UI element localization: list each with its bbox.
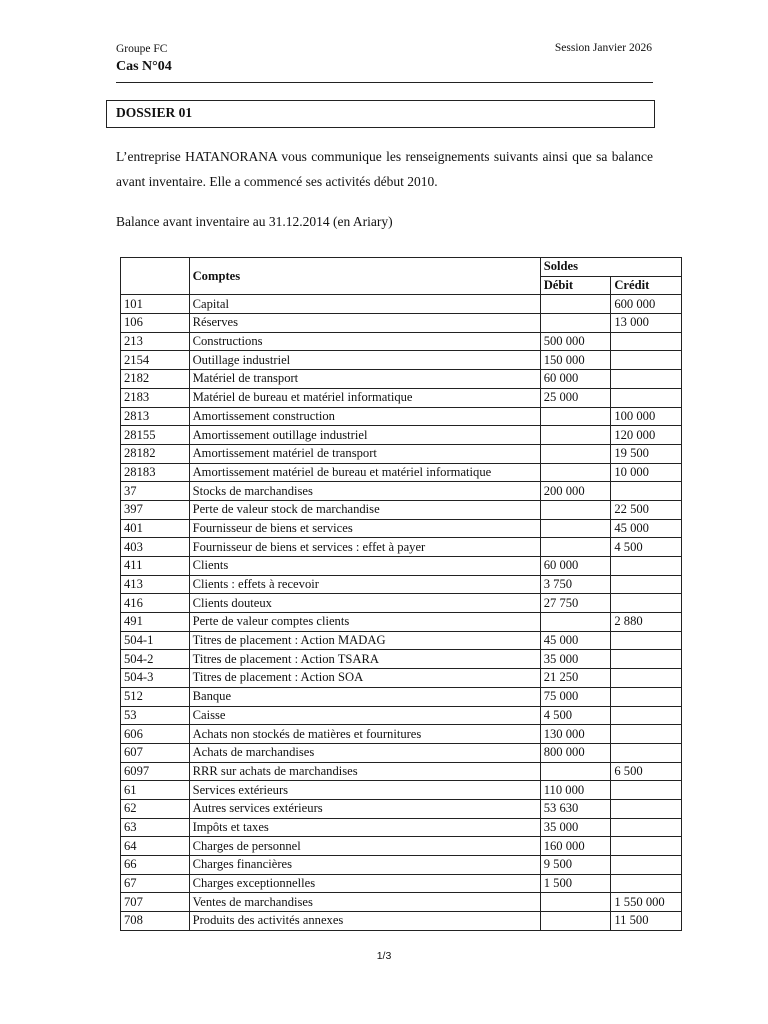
account-code-cell: 28183 [121, 463, 190, 482]
account-code-cell: 67 [121, 874, 190, 893]
account-label-cell: Stocks de marchandises [189, 482, 540, 501]
table-row [121, 314, 682, 333]
credit-cell [611, 706, 682, 725]
account-code-cell: 416 [121, 594, 190, 613]
debit-cell [540, 762, 611, 781]
account-code-cell: 28155 [121, 426, 190, 445]
debit-cell [540, 500, 611, 519]
table-row [121, 332, 682, 351]
account-label-cell: Perte de valeur comptes clients [189, 613, 540, 632]
debit-cell: 35 000 [540, 650, 611, 669]
intro-paragraph: L’entreprise HATANORANA vous communique les renseignements suivants ainsi que sa balance avant inventaire. Elle a commencé ses activités début 2010. [116, 149, 653, 189]
credit-cell [611, 781, 682, 800]
credit-cell: 11 500 [611, 912, 682, 931]
account-code-cell: 53 [121, 706, 190, 725]
header-balances: Soldes [540, 258, 681, 277]
debit-cell: 150 000 [540, 351, 611, 370]
table-row [121, 351, 682, 370]
account-label-cell: Charges financières [189, 856, 540, 875]
account-code-cell: 504-2 [121, 650, 190, 669]
credit-cell: 100 000 [611, 407, 682, 426]
debit-cell: 25 000 [540, 388, 611, 407]
table-row [121, 388, 682, 407]
account-code-cell: 2154 [121, 351, 190, 370]
account-label-cell: Achats non stockés de matières et fournitures [189, 725, 540, 744]
account-code-cell: 63 [121, 818, 190, 837]
account-label-cell: Clients : effets à recevoir [189, 575, 540, 594]
debit-cell [540, 463, 611, 482]
account-code-cell: 707 [121, 893, 190, 912]
header-debit: Débit [540, 276, 611, 295]
session-label: Session Janvier 2026 [554, 42, 652, 54]
credit-cell: 10 000 [611, 463, 682, 482]
debit-cell [540, 519, 611, 538]
table-row [121, 818, 682, 837]
table-row [121, 762, 682, 781]
credit-cell [611, 818, 682, 837]
account-code-cell: 411 [121, 557, 190, 576]
account-label-cell: Ventes de marchandises [189, 893, 540, 912]
debit-cell: 160 000 [540, 837, 611, 856]
debit-cell [540, 295, 611, 314]
debit-cell: 200 000 [540, 482, 611, 501]
account-code-cell: 606 [121, 725, 190, 744]
trial-balance-table [120, 257, 682, 931]
credit-cell [611, 594, 682, 613]
debit-cell: 21 250 [540, 669, 611, 688]
debit-cell: 53 630 [540, 799, 611, 818]
account-code-cell: 37 [121, 482, 190, 501]
table-row [121, 650, 682, 669]
debit-cell [540, 538, 611, 557]
debit-cell: 9 500 [540, 856, 611, 875]
credit-cell: 4 500 [611, 538, 682, 557]
debit-cell: 4 500 [540, 706, 611, 725]
debit-cell: 1 500 [540, 874, 611, 893]
table-row [121, 575, 682, 594]
account-label-cell: Matériel de bureau et matériel informatique [189, 388, 540, 407]
account-label-cell: Constructions [189, 332, 540, 351]
account-label-cell: Capital [189, 295, 540, 314]
table-row [121, 837, 682, 856]
table-row [121, 500, 682, 519]
organization-name: Groupe FC [116, 43, 168, 55]
account-code-cell: 6097 [121, 762, 190, 781]
account-label-cell: Fournisseur de biens et services : effet à payer [189, 538, 540, 557]
header-accounts: Comptes [189, 258, 540, 295]
account-code-cell: 708 [121, 912, 190, 931]
account-code-cell: 413 [121, 575, 190, 594]
account-label-cell: Banque [189, 687, 540, 706]
table-body [121, 295, 682, 930]
credit-cell: 2 880 [611, 613, 682, 632]
table-row [121, 912, 682, 931]
case-title: Cas N°04 [116, 59, 172, 74]
account-label-cell: Amortissement outillage industriel [189, 426, 540, 445]
account-code-cell: 213 [121, 332, 190, 351]
table-row [121, 687, 682, 706]
table-row [121, 295, 682, 314]
credit-cell [611, 743, 682, 762]
account-code-cell: 401 [121, 519, 190, 538]
account-code-cell: 28182 [121, 444, 190, 463]
table-row [121, 725, 682, 744]
table-row [121, 743, 682, 762]
debit-cell [540, 912, 611, 931]
table-row [121, 538, 682, 557]
account-code-cell: 2182 [121, 370, 190, 389]
credit-cell: 45 000 [611, 519, 682, 538]
account-label-cell: Clients [189, 557, 540, 576]
account-code-cell: 64 [121, 837, 190, 856]
credit-cell [611, 575, 682, 594]
credit-cell [611, 874, 682, 893]
debit-cell: 60 000 [540, 557, 611, 576]
account-code-cell: 491 [121, 613, 190, 632]
credit-cell: 13 000 [611, 314, 682, 333]
account-label-cell: Outillage industriel [189, 351, 540, 370]
table-row [121, 407, 682, 426]
debit-cell [540, 893, 611, 912]
debit-cell [540, 426, 611, 445]
account-label-cell: Clients douteux [189, 594, 540, 613]
debit-cell [540, 407, 611, 426]
dossier-box [106, 100, 655, 128]
table-row [121, 444, 682, 463]
account-label-cell: Amortissement matériel de transport [189, 444, 540, 463]
debit-cell [540, 314, 611, 333]
account-label-cell: Titres de placement : Action TSARA [189, 650, 540, 669]
debit-cell: 45 000 [540, 631, 611, 650]
table-row [121, 631, 682, 650]
account-code-cell: 2183 [121, 388, 190, 407]
table-row [121, 370, 682, 389]
dossier-title: DOSSIER 01 [116, 105, 193, 120]
account-label-cell: Services extérieurs [189, 781, 540, 800]
account-label-cell: Amortissement matériel de bureau et matériel informatique [189, 463, 540, 482]
header-code-cell [121, 258, 190, 295]
account-label-cell: Caisse [189, 706, 540, 725]
credit-cell: 600 000 [611, 295, 682, 314]
header-credit: Crédit [611, 276, 682, 295]
credit-cell [611, 388, 682, 407]
account-code-cell: 512 [121, 687, 190, 706]
credit-cell [611, 650, 682, 669]
account-label-cell: Impôts et taxes [189, 818, 540, 837]
table-title: Balance avant inventaire au 31.12.2014 (en Ariary) [116, 214, 393, 229]
credit-cell: 120 000 [611, 426, 682, 445]
debit-cell: 130 000 [540, 725, 611, 744]
page-number: 1/3 [376, 950, 392, 962]
table-row [121, 613, 682, 632]
account-code-cell: 397 [121, 500, 190, 519]
table-row [121, 557, 682, 576]
table-header-row [121, 258, 682, 277]
debit-cell: 60 000 [540, 370, 611, 389]
account-code-cell: 504-3 [121, 669, 190, 688]
credit-cell [611, 725, 682, 744]
account-label-cell: Perte de valeur stock de marchandise [189, 500, 540, 519]
account-label-cell: Matériel de transport [189, 370, 540, 389]
account-label-cell: Produits des activités annexes [189, 912, 540, 931]
credit-cell [611, 669, 682, 688]
credit-cell: 19 500 [611, 444, 682, 463]
debit-cell: 110 000 [540, 781, 611, 800]
debit-cell: 500 000 [540, 332, 611, 351]
debit-cell [540, 444, 611, 463]
account-code-cell: 403 [121, 538, 190, 557]
table-row [121, 781, 682, 800]
account-code-cell: 66 [121, 856, 190, 875]
credit-cell: 22 500 [611, 500, 682, 519]
debit-cell: 800 000 [540, 743, 611, 762]
account-code-cell: 607 [121, 743, 190, 762]
table-row [121, 594, 682, 613]
account-code-cell: 2813 [121, 407, 190, 426]
account-label-cell: RRR sur achats de marchandises [189, 762, 540, 781]
credit-cell [611, 799, 682, 818]
table-row [121, 463, 682, 482]
table-row [121, 669, 682, 688]
credit-cell [611, 351, 682, 370]
table-row [121, 799, 682, 818]
debit-cell: 3 750 [540, 575, 611, 594]
document-header-left [116, 42, 172, 75]
credit-cell [611, 687, 682, 706]
account-code-cell: 101 [121, 295, 190, 314]
credit-cell [611, 332, 682, 351]
table-row [121, 426, 682, 445]
credit-cell [611, 856, 682, 875]
account-label-cell: Charges de personnel [189, 837, 540, 856]
account-code-cell: 106 [121, 314, 190, 333]
credit-cell [611, 370, 682, 389]
account-label-cell: Réserves [189, 314, 540, 333]
account-label-cell: Charges exceptionnelles [189, 874, 540, 893]
table-row [121, 519, 682, 538]
credit-cell [611, 557, 682, 576]
credit-cell [611, 631, 682, 650]
debit-cell: 35 000 [540, 818, 611, 837]
account-label-cell: Amortissement construction [189, 407, 540, 426]
account-label-cell: Autres services extérieurs [189, 799, 540, 818]
credit-cell [611, 837, 682, 856]
debit-cell [540, 613, 611, 632]
credit-cell: 1 550 000 [611, 893, 682, 912]
account-code-cell: 504-1 [121, 631, 190, 650]
table-row [121, 482, 682, 501]
table-row [121, 706, 682, 725]
account-label-cell: Achats de marchandises [189, 743, 540, 762]
account-label-cell: Titres de placement : Action MADAG [189, 631, 540, 650]
debit-cell: 75 000 [540, 687, 611, 706]
account-label-cell: Fournisseur de biens et services [189, 519, 540, 538]
account-label-cell: Titres de placement : Action SOA [189, 669, 540, 688]
table-row [121, 856, 682, 875]
table-row [121, 893, 682, 912]
debit-cell: 27 750 [540, 594, 611, 613]
table-row [121, 874, 682, 893]
account-code-cell: 62 [121, 799, 190, 818]
credit-cell: 6 500 [611, 762, 682, 781]
account-code-cell: 61 [121, 781, 190, 800]
header-divider [116, 82, 653, 83]
credit-cell [611, 482, 682, 501]
